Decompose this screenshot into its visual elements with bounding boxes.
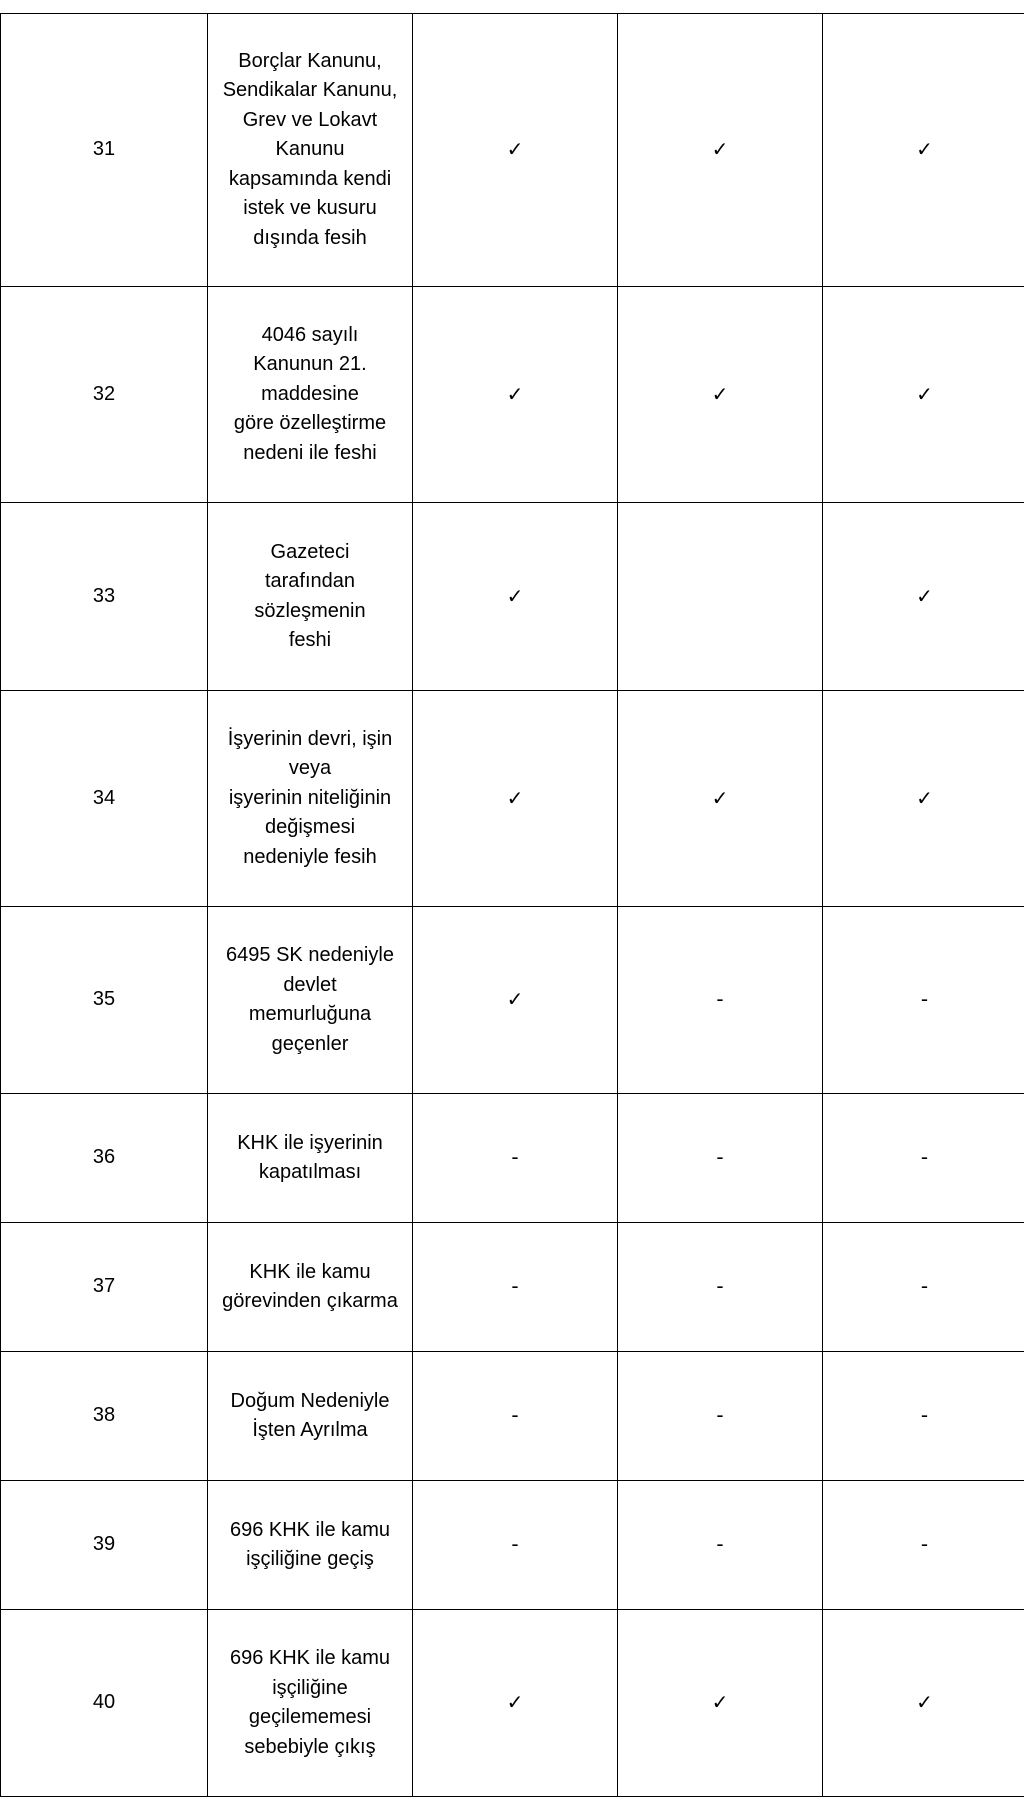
mark-cell: ✓ [618, 1610, 823, 1797]
description-text: 696 KHK ile kamu işçiliğine geçilememesi sebebiyle çıkış [229, 1647, 391, 1758]
row-description [208, 287, 413, 503]
row-number: 37 [1, 1223, 208, 1352]
table-row [1, 907, 1024, 1094]
termination-codes-table [0, 13, 1024, 1797]
table-row [1, 1223, 1024, 1352]
mark-cell: - [823, 1352, 1024, 1481]
description-text: KHK ile kamu görevinden çıkarma [222, 1260, 398, 1312]
mark-cell: - [413, 1223, 618, 1352]
description-text: Doğum Nedeniyle İşten Ayrılma [230, 1389, 390, 1441]
row-description [208, 691, 413, 907]
table-row [1, 287, 1024, 503]
row-number: 31 [1, 14, 208, 287]
mark-cell: - [823, 907, 1024, 1094]
mark-cell: ✓ [413, 503, 618, 691]
row-description [208, 14, 413, 287]
row-description [208, 1223, 413, 1352]
row-description [208, 1094, 413, 1223]
mark-cell: - [413, 1481, 618, 1610]
mark-cell: ✓ [618, 287, 823, 503]
row-description [208, 1610, 413, 1797]
description-text: İşyerinin devri, işin veya işyerinin niteliğinin değişmesi nedeniyle fesih [227, 727, 393, 868]
description-text: Borçlar Kanunu, Sendikalar Kanunu, Grev ve Lokavt Kanunu kapsamında kendi istek ve kusuru dışında fesih [222, 49, 398, 249]
description-text: 696 KHK ile kamu işçiliğine geçiş [229, 1518, 391, 1570]
mark-cell: ✓ [413, 14, 618, 287]
table-row [1, 503, 1024, 691]
mark-cell: - [618, 1352, 823, 1481]
mark-cell: ✓ [823, 503, 1024, 691]
row-description [208, 1481, 413, 1610]
mark-cell: ✓ [823, 287, 1024, 503]
row-number: 40 [1, 1610, 208, 1797]
description-text: KHK ile işyerinin kapatılması [237, 1131, 383, 1183]
mark-cell: ✓ [823, 1610, 1024, 1797]
mark-cell: ✓ [413, 691, 618, 907]
mark-cell [618, 503, 823, 691]
mark-cell: - [823, 1481, 1024, 1610]
description-text: Gazeteci tarafından sözleşmenin feshi [254, 540, 366, 651]
mark-cell: - [413, 1352, 618, 1481]
mark-cell: - [823, 1223, 1024, 1352]
mark-cell: ✓ [823, 14, 1024, 287]
mark-cell: ✓ [823, 691, 1024, 907]
mark-cell: - [618, 1481, 823, 1610]
row-number: 33 [1, 503, 208, 691]
mark-cell: ✓ [618, 691, 823, 907]
mark-cell: ✓ [413, 1610, 618, 1797]
row-number: 36 [1, 1094, 208, 1223]
row-number: 34 [1, 691, 208, 907]
table-row [1, 691, 1024, 907]
mark-cell: - [823, 1094, 1024, 1223]
row-number: 35 [1, 907, 208, 1094]
mark-cell: - [618, 907, 823, 1094]
table-row [1, 1352, 1024, 1481]
description-text: 6495 SK nedeniyle devlet memurluğuna geçenler [226, 944, 394, 1055]
description-text: 4046 sayılı Kanunun 21. maddesine göre özelleştirme nedeni ile feshi [233, 323, 387, 464]
mark-cell: - [413, 1094, 618, 1223]
mark-cell: ✓ [413, 907, 618, 1094]
row-description [208, 503, 413, 691]
row-number: 32 [1, 287, 208, 503]
mark-cell: ✓ [413, 287, 618, 503]
table-row [1, 1610, 1024, 1797]
table-row [1, 1094, 1024, 1223]
row-number: 38 [1, 1352, 208, 1481]
row-number: 39 [1, 1481, 208, 1610]
table-row [1, 1481, 1024, 1610]
mark-cell: - [618, 1094, 823, 1223]
table-row [1, 14, 1024, 287]
row-description [208, 1352, 413, 1481]
row-description [208, 907, 413, 1094]
mark-cell: - [618, 1223, 823, 1352]
mark-cell: ✓ [618, 14, 823, 287]
